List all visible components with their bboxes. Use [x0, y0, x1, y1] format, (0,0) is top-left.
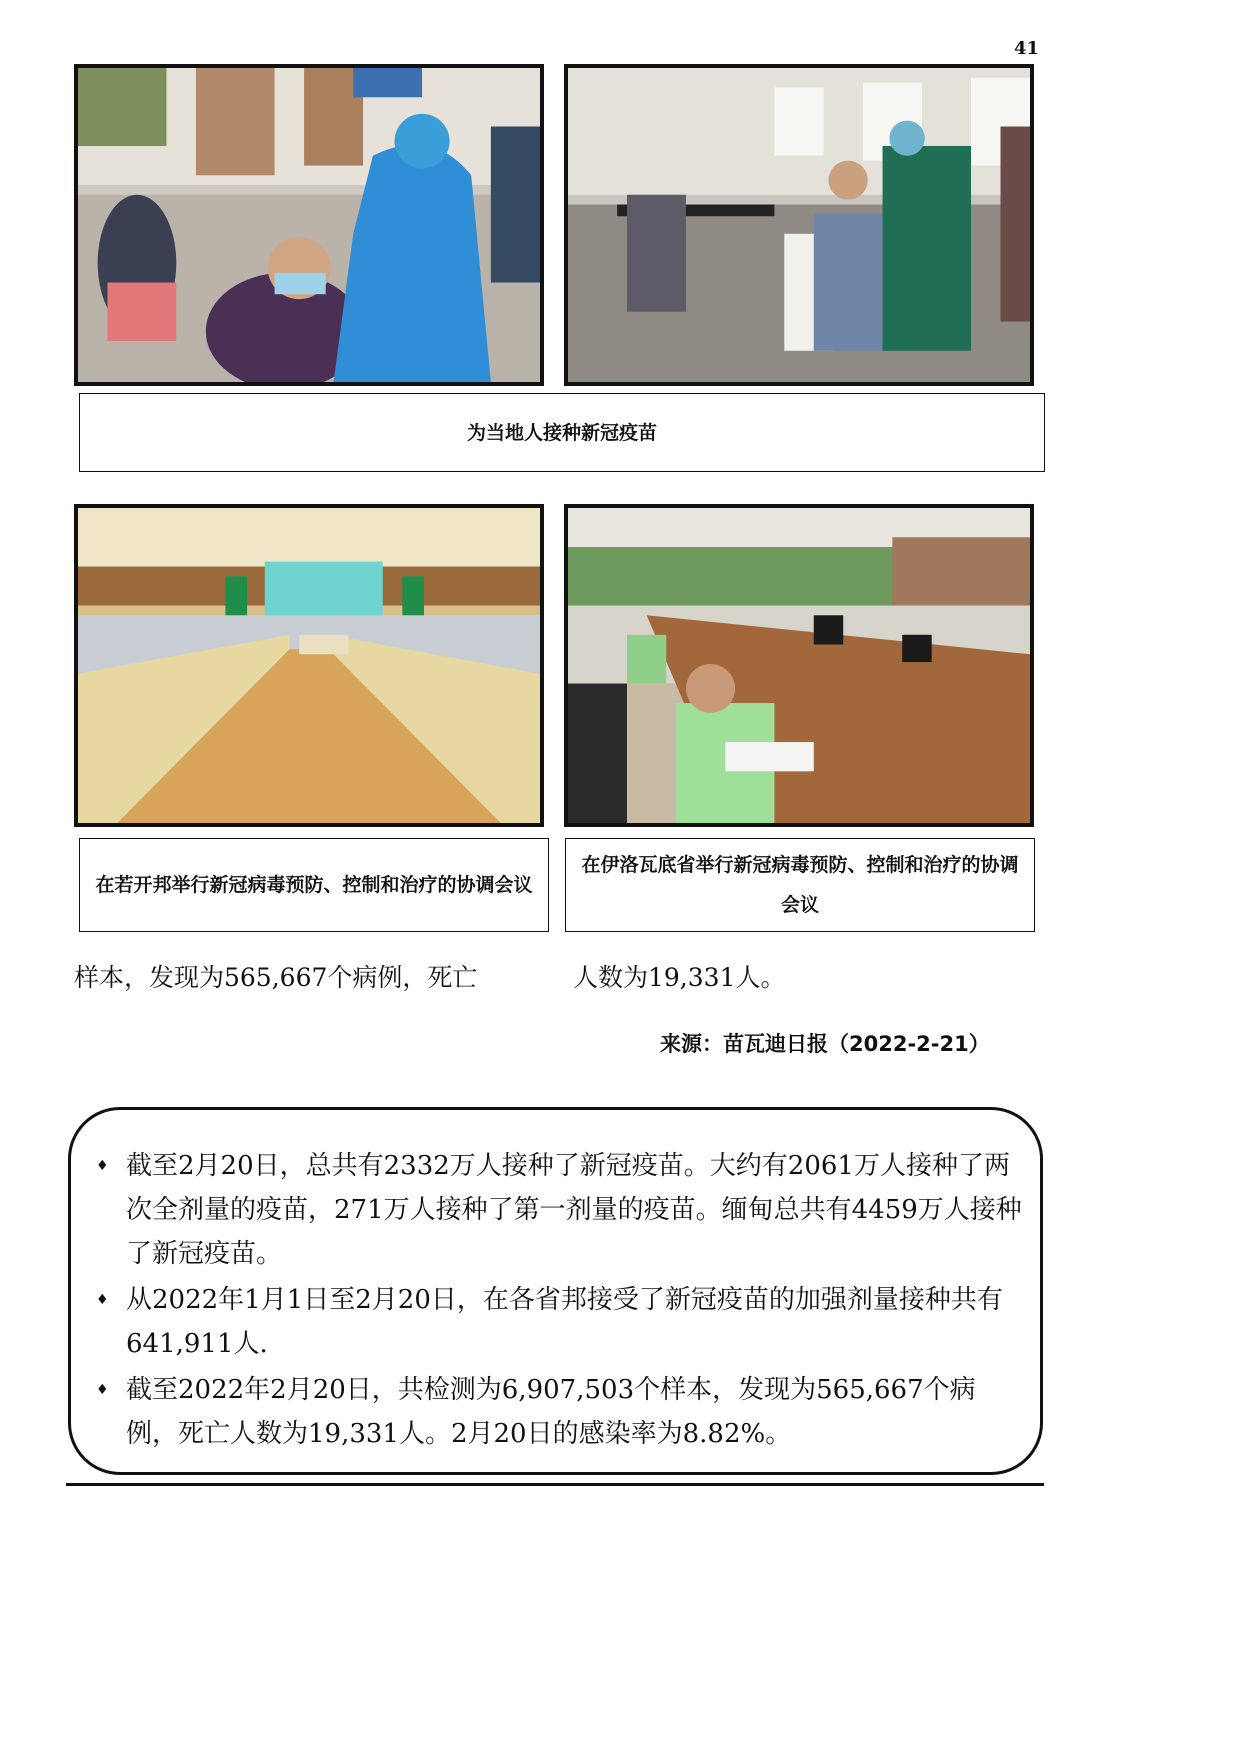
summary-item-text: 截至2月20日，总共有2332万人接种了新冠疫苗。大约有2061万人接种了两次全剂量的疫苗，271万人接种了第一剂量的疫苗。缅甸总共有4459万人接种了新冠疫苗。: [126, 1151, 1022, 1269]
summary-item: [96, 1144, 1026, 1276]
diamond-bullet-icon: ♦: [96, 1382, 109, 1398]
bottom-divider: [66, 1483, 1044, 1486]
meeting-room-photo: [564, 504, 1034, 827]
body-text-left: 样本，发现为565,667个病例，死亡: [74, 963, 478, 992]
summary-item-text: 截至2022年2月20日，共检测为6,907,503个样本，发现为565,667个病例，死亡人数为19,331人。2月20日的感染率为8.82%。: [126, 1375, 976, 1449]
summary-item: [96, 1278, 1026, 1366]
source-citation: 来源：苗瓦迪日报（2022-2-21）: [660, 1032, 990, 1056]
ayeyarwady-meeting-caption: 在伊洛瓦底省举行新冠病毒预防、控制和治疗的协调会议: [565, 838, 1035, 932]
summary-box: [68, 1107, 1043, 1475]
diamond-bullet-icon: ♦: [96, 1158, 109, 1174]
vaccination-photo-outdoor: [74, 64, 544, 386]
rakhine-meeting-caption: 在若开邦举行新冠病毒预防、控制和治疗的协调会议: [79, 838, 549, 932]
meeting-hall-photo: [74, 504, 544, 827]
summary-item-text: 从2022年1月1日至2月20日，在各省邦接受了新冠疫苗的加强剂量接种共有641,911人.: [126, 1285, 1003, 1359]
summary-item: [96, 1368, 1026, 1456]
vaccination-photo-indoor: [564, 64, 1034, 386]
summary-list: [96, 1144, 1026, 1456]
body-text-right: 人数为19,331人。: [573, 963, 786, 992]
vaccination-caption: 为当地人接种新冠疫苗: [79, 393, 1045, 472]
page-number: 41: [1014, 38, 1040, 59]
diamond-bullet-icon: ♦: [96, 1292, 109, 1308]
